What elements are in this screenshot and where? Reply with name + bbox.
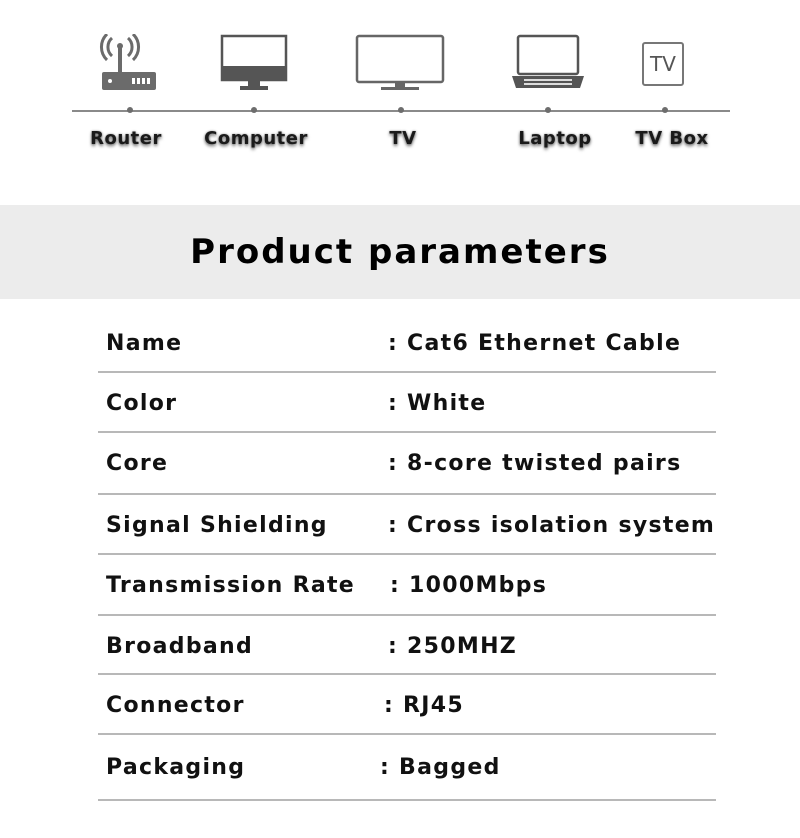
monitor-icon — [220, 34, 288, 92]
tv-box-icon — [642, 42, 684, 86]
device-label-computer: Computer — [204, 128, 308, 149]
param-row-packaging — [98, 735, 716, 801]
param-row-name — [98, 313, 716, 373]
param-value: : 1000Mbps — [390, 573, 548, 598]
tv-box-icon-text: TV — [650, 52, 676, 76]
device-strip — [0, 0, 800, 205]
param-value: : Bagged — [380, 755, 501, 780]
param-label: Name — [106, 331, 183, 356]
param-row-core — [98, 433, 716, 495]
param-label: Packaging — [106, 755, 246, 780]
param-label: Signal Shielding — [106, 513, 328, 538]
param-row-connector — [98, 675, 716, 735]
section-title: Product parameters — [190, 232, 610, 272]
param-label: Transmission Rate — [106, 573, 355, 598]
param-row-transmission-rate — [98, 555, 716, 616]
param-label: Core — [106, 451, 169, 476]
param-value: : 8-core twisted pairs — [388, 451, 682, 476]
param-row-broadband — [98, 616, 716, 675]
timeline-dot — [251, 107, 257, 113]
param-value: : RJ45 — [384, 693, 464, 718]
device-label-tv: TV — [389, 128, 417, 149]
param-row-color — [98, 373, 716, 433]
param-label: Color — [106, 391, 178, 416]
timeline-dot — [662, 107, 668, 113]
tv-icon — [355, 34, 445, 92]
section-banner — [0, 205, 800, 299]
param-value: : Cross isolation system — [388, 513, 716, 538]
param-value: : White — [388, 391, 487, 416]
param-value: : Cat6 Ethernet Cable — [388, 331, 682, 356]
device-label-router: Router — [90, 128, 162, 149]
device-label-tv-box: TV Box — [635, 128, 709, 149]
laptop-icon — [508, 34, 588, 92]
timeline-dot — [398, 107, 404, 113]
param-value: : 250MHZ — [388, 634, 518, 659]
timeline-dot — [545, 107, 551, 113]
param-label: Broadband — [106, 634, 254, 659]
device-label-laptop: Laptop — [518, 128, 592, 149]
param-label: Connector — [106, 693, 245, 718]
router-icon — [98, 34, 160, 94]
param-row-signal-shielding — [98, 495, 716, 555]
parameters-table — [98, 313, 716, 801]
timeline-dot — [127, 107, 133, 113]
